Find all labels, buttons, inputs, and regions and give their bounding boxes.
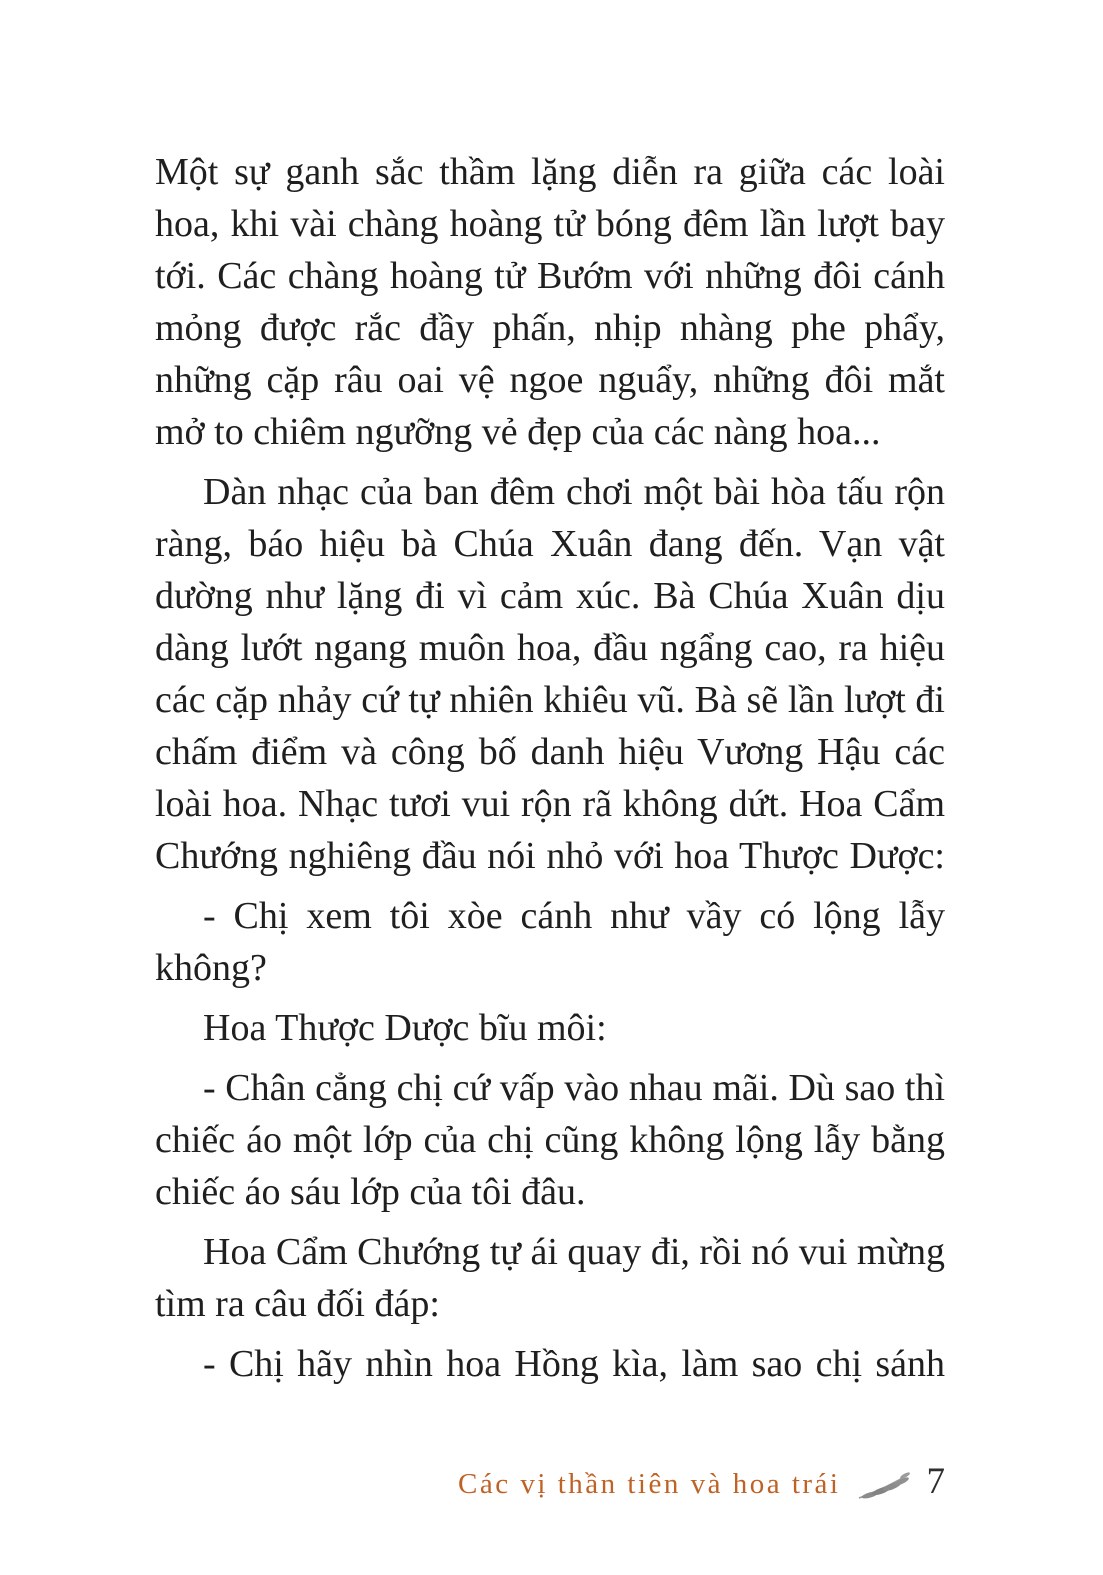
text-line: các cặp nhảy cứ tự nhiên khiêu vũ. Bà sẽ lần lượt đi [155,679,945,721]
paragraph [155,146,945,458]
text-line: - Chị xem tôi xòe cánh như vầy có lộng lẫy [203,895,945,937]
text-line: dàng lướt ngang muôn hoa, đầu ngẩng cao, ra hiệu [155,627,945,669]
page-number: 7 [926,1461,945,1502]
paragraph [155,1338,945,1390]
text-line: tìm ra câu đối đáp: [155,1283,440,1325]
text-line: loài hoa. Nhạc tươi vui rộn rã không dứt. Hoa Cẩm [155,783,945,825]
text-line: những cặp râu oai vệ ngoe nguẩy, những đôi mắt [155,359,945,401]
paragraph [155,466,945,882]
running-title: Các vị thần tiên và hoa trái [458,1468,841,1500]
text-line: chấm điểm và công bố danh hiệu Vương Hậu các [155,731,945,773]
text-line: mỏng được rắc đầy phấn, nhịp nhàng phe phẩy, [155,307,945,349]
page-footer [458,1460,945,1503]
text-line: ràng, báo hiệu bà Chúa Xuân đang đến. Vạn vật [155,523,945,565]
text-line: Dàn nhạc của ban đêm chơi một bài hòa tấu rộn [203,471,945,513]
text-line: mở to chiêm ngưỡng vẻ đẹp của các nàng hoa... [155,411,881,453]
leaf-sprig-icon [857,1469,911,1503]
text-line: hoa, khi vài chàng hoàng tử bóng đêm lần lượt bay [155,203,945,245]
paragraph [155,890,945,994]
text-line: Chướng nghiêng đầu nói nhỏ với hoa Thược Dược: [155,835,945,877]
text-line: - Chân cẳng chị cứ vấp vào nhau mãi. Dù sao thì [203,1067,945,1109]
text-line: tới. Các chàng hoàng tử Bướm với những đôi cánh [155,255,945,297]
text-block [155,146,945,1390]
text-line: - Chị hãy nhìn hoa Hồng kìa, làm sao chị sánh [203,1343,945,1385]
text-line: Hoa Cẩm Chướng tự ái quay đi, rồi nó vui mừng [203,1231,945,1273]
text-line: chiếc áo một lớp của chị cũng không lộng lẫy bằng [155,1119,945,1161]
text-line: Một sự ganh sắc thầm lặng diễn ra giữa các loài [155,151,945,193]
paragraph [155,1062,945,1218]
text-line: dường như lặng đi vì cảm xúc. Bà Chúa Xuân dịu [155,575,945,617]
text-line: chiếc áo sáu lớp của tôi đâu. [155,1171,586,1213]
text-line: không? [155,947,267,989]
paragraph [155,1002,945,1054]
paragraph [155,1226,945,1330]
text-line: Hoa Thược Dược bĩu môi: [203,1007,607,1049]
